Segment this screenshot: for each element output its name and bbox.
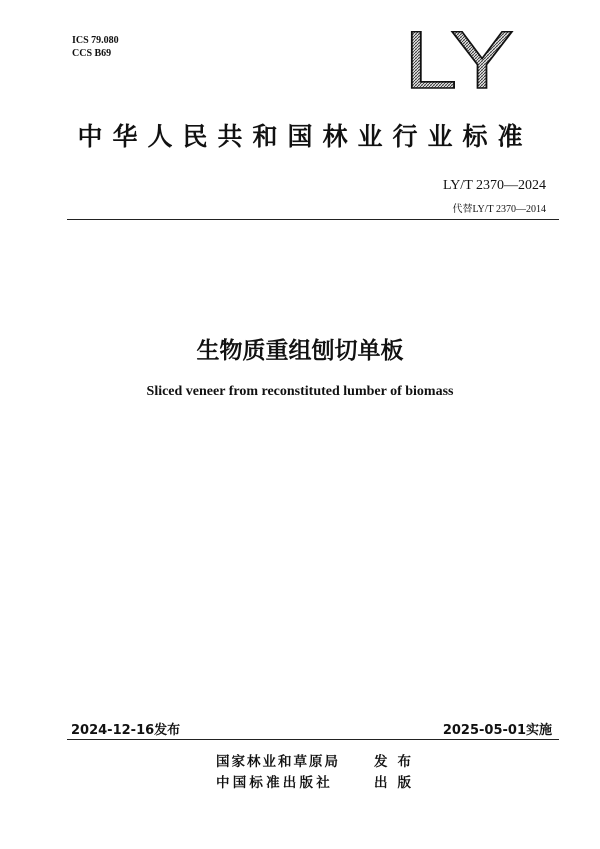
standard-number: LY/T 2370—2024 xyxy=(443,178,546,193)
bottom-divider xyxy=(67,739,559,740)
top-divider xyxy=(67,219,559,220)
issuing-authority: 国家林业和草原局 xyxy=(216,754,340,770)
standard-category-title: 中华人民共和国林业行业标准 xyxy=(77,122,533,151)
publishing-action: 出版 xyxy=(374,775,421,791)
document-title-chinese: 生物质重组刨切单板 xyxy=(196,338,404,364)
ly-logo xyxy=(404,22,516,96)
issue-date: 2024-12-16发布 xyxy=(71,723,181,738)
replaced-standard: 代替LY/T 2370—2014 xyxy=(452,204,546,215)
ccs-code: CCS B69 xyxy=(72,48,112,59)
issuing-action: 发布 xyxy=(374,754,421,770)
publisher-name: 中国标准出版社 xyxy=(216,775,333,791)
document-title-english: Sliced veneer from reconstituted lumber of biomass xyxy=(146,384,454,399)
classification-codes xyxy=(72,34,119,60)
ics-code: ICS 79.080 xyxy=(72,35,119,46)
ly-logo-letters: LY xyxy=(404,22,514,96)
implementation-date: 2025-05-01实施 xyxy=(442,723,552,738)
